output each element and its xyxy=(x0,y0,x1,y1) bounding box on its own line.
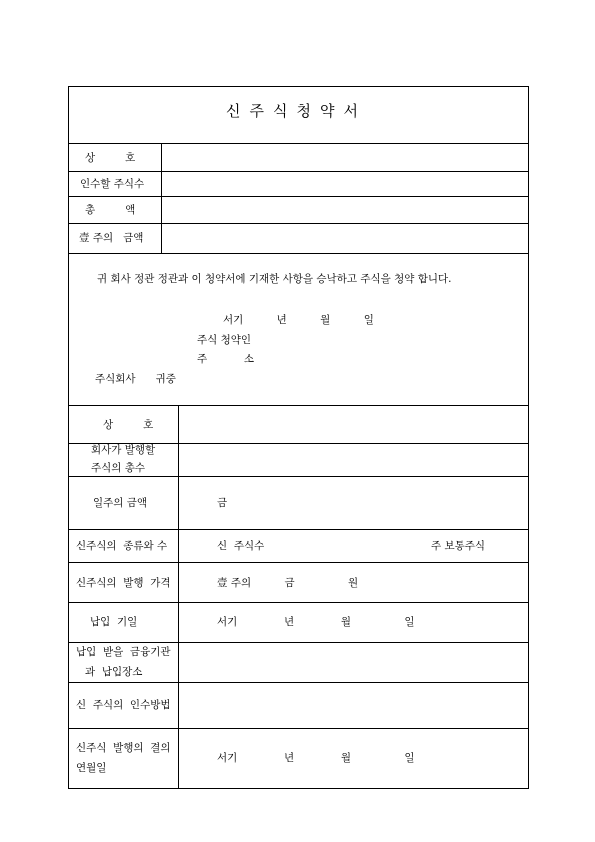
company-name-label: 상 호 xyxy=(85,152,136,164)
row-label-payment-date: 납입 기일 xyxy=(90,616,138,628)
divider xyxy=(68,728,529,729)
acquisition-method-value-field[interactable] xyxy=(179,683,528,728)
row-label-authorized-shares-2: 주식의 총수 xyxy=(91,462,146,474)
divider xyxy=(68,253,529,254)
subscriber-label: 주식 청약인 xyxy=(197,334,252,346)
subscription-statement: 귀 회사 정관 정관과 이 청약서에 기재한 사항을 승낙하고 주식을 청약 합니다. xyxy=(97,273,452,285)
company-name-value-field[interactable] xyxy=(179,406,528,443)
total-amount-field[interactable] xyxy=(162,197,528,223)
recipient-label: 주식회사 귀중 xyxy=(95,373,176,385)
row-label-issue-price: 신주식의 발행 가격 xyxy=(76,577,171,589)
par-value-text: 금 xyxy=(217,497,228,509)
amount-per-share-field[interactable] xyxy=(162,224,528,253)
date-line: 서기 년 월 일 xyxy=(223,314,374,326)
row-label-company-name: 상 호 xyxy=(103,419,154,431)
issue-price-text: 壹 주의 금 원 xyxy=(217,577,359,589)
divider xyxy=(68,602,529,603)
row-label-resolution-date: 신주식 발행의 결의 xyxy=(76,742,171,754)
row-label-payment-bank-2: 과 납입장소 xyxy=(85,666,143,678)
total-amount-label: 총 액 xyxy=(85,204,136,216)
row-label-par-value: 일주의 금액 xyxy=(93,497,148,509)
divider xyxy=(68,476,529,477)
row-label-resolution-date-2: 연월일 xyxy=(76,762,107,774)
row-label-payment-bank: 납입 받을 금융기관 xyxy=(76,646,171,658)
shares-to-acquire-field[interactable] xyxy=(162,172,528,196)
share-type-count-text: 신 주식수 xyxy=(217,540,265,552)
row-label-authorized-shares: 회사가 발행할 xyxy=(91,444,156,456)
resolution-date-text: 서기 년 월 일 xyxy=(217,752,415,764)
amount-per-share-label: 壹 주의 금액 xyxy=(79,232,144,244)
form-title: 신주식청약서 xyxy=(226,102,367,120)
payment-date-text: 서기 년 월 일 xyxy=(217,616,415,628)
row-label-share-type: 신주식의 종류와 수 xyxy=(76,540,168,552)
divider xyxy=(68,529,529,530)
payment-bank-value-field[interactable] xyxy=(179,643,528,682)
company-name-field[interactable] xyxy=(162,144,528,171)
address-label: 주 소 xyxy=(197,353,255,365)
row-label-acquisition-method: 신 주식의 인수방법 xyxy=(76,699,171,711)
shares-to-acquire-label: 인수할 주식수 xyxy=(80,178,145,190)
authorized-shares-value-field[interactable] xyxy=(179,444,528,476)
share-type-common-text: 주 보통주식 xyxy=(431,540,486,552)
divider xyxy=(68,562,529,563)
